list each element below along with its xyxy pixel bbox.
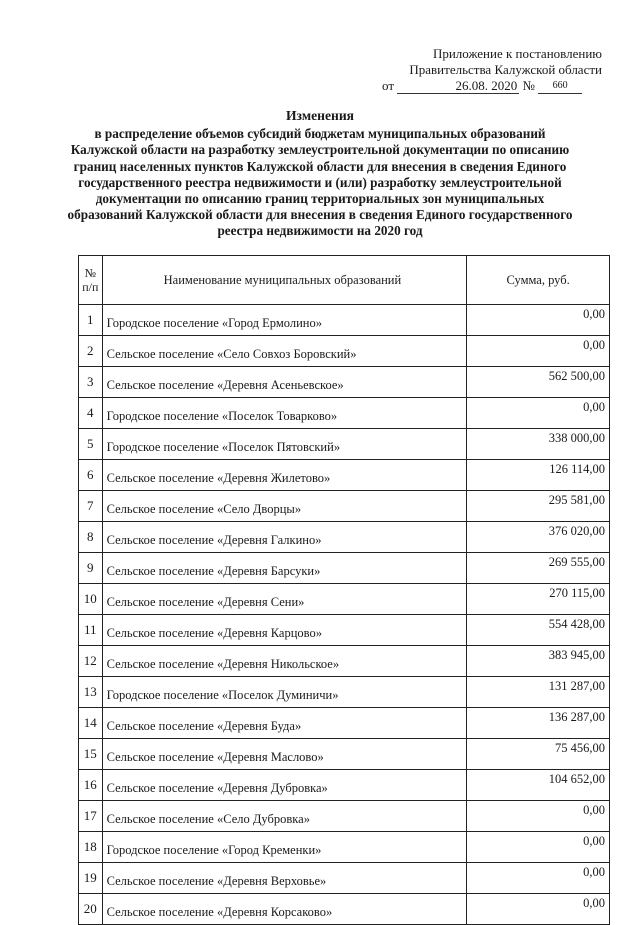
- table-row: [79, 460, 610, 491]
- row-sum: 0,00: [467, 894, 610, 925]
- row-number: 13: [79, 677, 103, 708]
- table-row: [79, 770, 610, 801]
- table-row: [79, 863, 610, 894]
- number-prefix: №: [522, 78, 535, 93]
- row-municipality: Городское поселение «Город Ермолино»: [102, 305, 467, 336]
- title-body: в распределение объемов субсидий бюджетам муниципальных образований Калужской области на разработку землеустроительной документации по описанию границ населенных пунктов Калужской области для внесения в сведения Единого государственного реестра недвижимости и (или) разработку землеустроительной документации по описанию границ территориальных зон муниципальных образований Калужской области для внесения в сведения Единого государственного реестра недвижимости на 2020 год: [67, 126, 573, 239]
- subsidy-table: [78, 255, 610, 925]
- row-sum: 383 945,00: [467, 646, 610, 677]
- table-row: [79, 615, 610, 646]
- annex-date-line: [380, 78, 602, 94]
- row-municipality: Сельское поселение «Деревня Корсаково»: [102, 894, 467, 925]
- row-number: 2: [79, 336, 103, 367]
- row-municipality: Сельское поселение «Деревня Никольское»: [102, 646, 467, 677]
- row-sum: 270 115,00: [467, 584, 610, 615]
- annex-line-2: Правительства Калужской области: [409, 62, 602, 77]
- table-row: [79, 522, 610, 553]
- row-municipality: Сельское поселение «Деревня Сени»: [102, 584, 467, 615]
- table-row: [79, 429, 610, 460]
- row-sum: 0,00: [467, 832, 610, 863]
- row-sum: 104 652,00: [467, 770, 610, 801]
- row-municipality: Сельское поселение «Деревня Карцово»: [102, 615, 467, 646]
- document-title: [60, 108, 580, 240]
- row-number: 20: [79, 894, 103, 925]
- row-sum: 295 581,00: [467, 491, 610, 522]
- row-number: 5: [79, 429, 103, 460]
- table-row: [79, 739, 610, 770]
- table-row: [79, 708, 610, 739]
- row-number: 8: [79, 522, 103, 553]
- row-municipality: Городское поселение «Поселок Думиничи»: [102, 677, 467, 708]
- table-row: [79, 646, 610, 677]
- row-number: 14: [79, 708, 103, 739]
- table-row: [79, 398, 610, 429]
- row-sum: 554 428,00: [467, 615, 610, 646]
- row-sum: 562 500,00: [467, 367, 610, 398]
- table-header-row: [79, 256, 610, 305]
- header-num: № п/п: [79, 256, 103, 305]
- row-number: 4: [79, 398, 103, 429]
- row-municipality: Городское поселение «Поселок Пятовский»: [102, 429, 467, 460]
- row-municipality: Сельское поселение «Деревня Маслово»: [102, 739, 467, 770]
- table-row: [79, 894, 610, 925]
- row-sum: 376 020,00: [467, 522, 610, 553]
- row-number: 6: [79, 460, 103, 491]
- row-sum: 0,00: [467, 801, 610, 832]
- row-sum: 0,00: [467, 398, 610, 429]
- annex-line-1: Приложение к постановлению: [432, 46, 602, 61]
- row-number: 16: [79, 770, 103, 801]
- row-sum: 0,00: [467, 863, 610, 894]
- row-number: 3: [79, 367, 103, 398]
- row-number: 1: [79, 305, 103, 336]
- row-number: 9: [79, 553, 103, 584]
- row-municipality: Сельское поселение «Деревня Асеньевское»: [102, 367, 467, 398]
- row-number: 17: [79, 801, 103, 832]
- row-municipality: Сельское поселение «Деревня Дубровка»: [102, 770, 467, 801]
- table-row: [79, 336, 610, 367]
- row-sum: 0,00: [467, 336, 610, 367]
- header-name: Наименование муниципальных образований: [102, 256, 467, 305]
- header-sum: Сумма, руб.: [467, 256, 610, 305]
- title-heading: Изменения: [285, 108, 355, 123]
- table-row: [79, 584, 610, 615]
- row-sum: 136 287,00: [467, 708, 610, 739]
- table-row: [79, 553, 610, 584]
- row-number: 15: [79, 739, 103, 770]
- row-sum: 338 000,00: [467, 429, 610, 460]
- table-row: [79, 367, 610, 398]
- row-municipality: Сельское поселение «Село Совхоз Боровский»: [102, 336, 467, 367]
- row-municipality: Сельское поселение «Деревня Жилетово»: [102, 460, 467, 491]
- row-number: 19: [79, 863, 103, 894]
- decree-date: 26.08. 2020: [397, 79, 519, 94]
- row-sum: 75 456,00: [467, 739, 610, 770]
- row-number: 7: [79, 491, 103, 522]
- row-municipality: Сельское поселение «Деревня Барсуки»: [102, 553, 467, 584]
- decree-number: 660: [538, 79, 582, 94]
- row-municipality: Сельское поселение «Деревня Буда»: [102, 708, 467, 739]
- row-sum: 131 287,00: [467, 677, 610, 708]
- date-prefix: от: [382, 78, 395, 93]
- table-row: [79, 305, 610, 336]
- table-row: [79, 491, 610, 522]
- row-number: 11: [79, 615, 103, 646]
- row-number: 12: [79, 646, 103, 677]
- annex-header: [380, 46, 602, 94]
- row-number: 18: [79, 832, 103, 863]
- row-sum: 0,00: [467, 305, 610, 336]
- row-municipality: Сельское поселение «Деревня Верховье»: [102, 863, 467, 894]
- row-municipality: Городское поселение «Поселок Товарково»: [102, 398, 467, 429]
- table-row: [79, 677, 610, 708]
- row-sum: 269 555,00: [467, 553, 610, 584]
- row-sum: 126 114,00: [467, 460, 610, 491]
- row-number: 10: [79, 584, 103, 615]
- row-municipality: Сельское поселение «Деревня Галкино»: [102, 522, 467, 553]
- row-municipality: Сельское поселение «Село Дворцы»: [102, 491, 467, 522]
- row-municipality: Сельское поселение «Село Дубровка»: [102, 801, 467, 832]
- row-municipality: Городское поселение «Город Кременки»: [102, 832, 467, 863]
- table-row: [79, 801, 610, 832]
- table-row: [79, 832, 610, 863]
